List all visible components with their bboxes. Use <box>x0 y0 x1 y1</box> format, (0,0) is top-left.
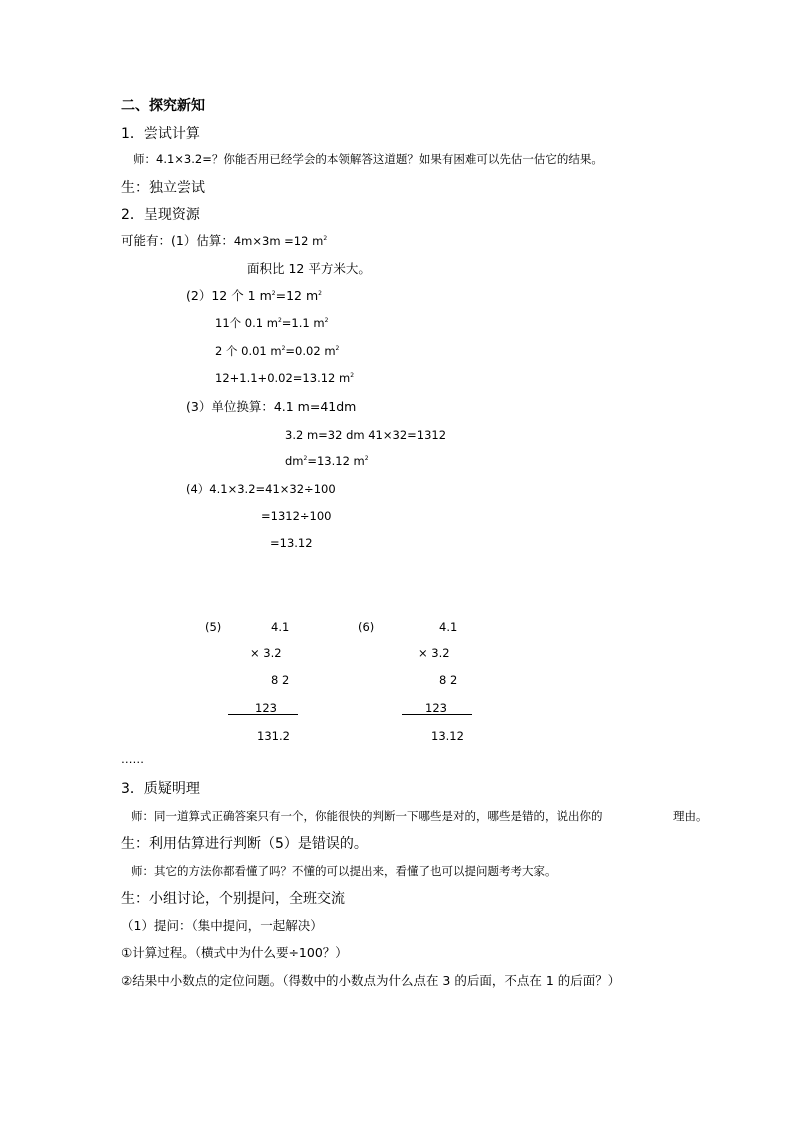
method-2-line-4: 12+1.1+0.02=13.12 $m^2$ <box>215 371 355 385</box>
method-3-line-1: (3）单位换算：4.1 m=41dm <box>186 399 357 414</box>
method-2-line-3: 2 个 0.01 $m^2=0.02$ $m^2$ <box>215 344 340 358</box>
method-1-expression: 4m×3m =12 m <box>233 234 324 248</box>
ellipsis: …… <box>121 752 144 766</box>
vertical-5-multiplicand: 4.1 <box>271 620 290 634</box>
subsection-title-3: 3．质疑明理 <box>121 781 200 797</box>
method-2-line-2: 11个 0.1 $m^2=1.1$ $m^2$ <box>215 316 329 330</box>
method-3-line-2: 3.2 m=32 dm 41×32=1312 <box>285 428 447 442</box>
vertical-6-partial-1: 8 2 <box>439 673 458 687</box>
vertical-5-partial-1: 8 2 <box>271 673 290 687</box>
vertical-6-result: 13.12 <box>431 729 464 743</box>
method-3-line-3: $dm^2=13.12$ $m^2$ <box>285 454 369 468</box>
vertical-6-label: (6) <box>358 620 375 634</box>
section-heading: 二、探究新知 <box>121 98 205 114</box>
teacher-line-2-tail: 理由。 <box>673 809 708 823</box>
vertical-5-rule <box>228 714 298 715</box>
vertical-5-partial-2: 123 <box>255 701 277 715</box>
teacher-line-1: 师：4.1×3.2=？你能否用已经学会的本领解答这道题？如果有困难可以先估一估它的结果。 <box>133 152 603 166</box>
vertical-6-rule <box>402 714 472 715</box>
question-heading: （1）提问：（集中提问，一起解决） <box>121 918 323 933</box>
vertical-5-multiplier: × 3.2 <box>250 646 282 660</box>
subsection-title-2: 2．呈现资源 <box>121 207 200 223</box>
subsection-title-1: 1．尝试计算 <box>121 126 200 142</box>
method-4-line-2: =1312÷100 <box>261 509 332 523</box>
method-4-line-1: (4）4.1×3.2=41×32÷100 <box>186 482 336 496</box>
method-1-prefix: 可能有：(1）估算： <box>121 233 234 248</box>
vertical-6-multiplicand: 4.1 <box>439 620 458 634</box>
question-1: ①计算过程。（横式中为什么要÷100？） <box>121 945 348 960</box>
teacher-line-3: 师：其它的方法你都看懂了吗？不懂的可以提出来，看懂了也可以提问题考考大家。 <box>131 864 557 878</box>
method-1-note: 面积比 12 平方米大。 <box>247 261 371 276</box>
superscript-2: 2 <box>323 235 328 242</box>
student-line-1: 生：独立尝试 <box>121 180 205 196</box>
question-2: ②结果中小数点的定位问题。（得数中的小数点为什么点在 3 的后面，不点在 1 的后面？） <box>121 973 621 988</box>
vertical-5-label: (5) <box>205 620 222 634</box>
method-2-line-1: (2）12 个 1 $m^2=12$ $m^2$ <box>186 288 322 303</box>
method-4-line-3: =13.12 <box>270 536 313 550</box>
student-line-2: 生：利用估算进行判断（5）是错误的。 <box>121 836 368 852</box>
method-1-line <box>121 235 327 248</box>
vertical-5-result: 131.2 <box>257 729 290 743</box>
teacher-line-2: 师：同一道算式正确答案只有一个，你能很快的判断一下哪些是对的，哪些是错的，说出你的 <box>131 809 603 823</box>
student-line-3: 生：小组讨论，个别提问，全班交流 <box>121 891 345 907</box>
vertical-6-multiplier: × 3.2 <box>418 646 450 660</box>
vertical-6-partial-2: 123 <box>425 701 447 715</box>
